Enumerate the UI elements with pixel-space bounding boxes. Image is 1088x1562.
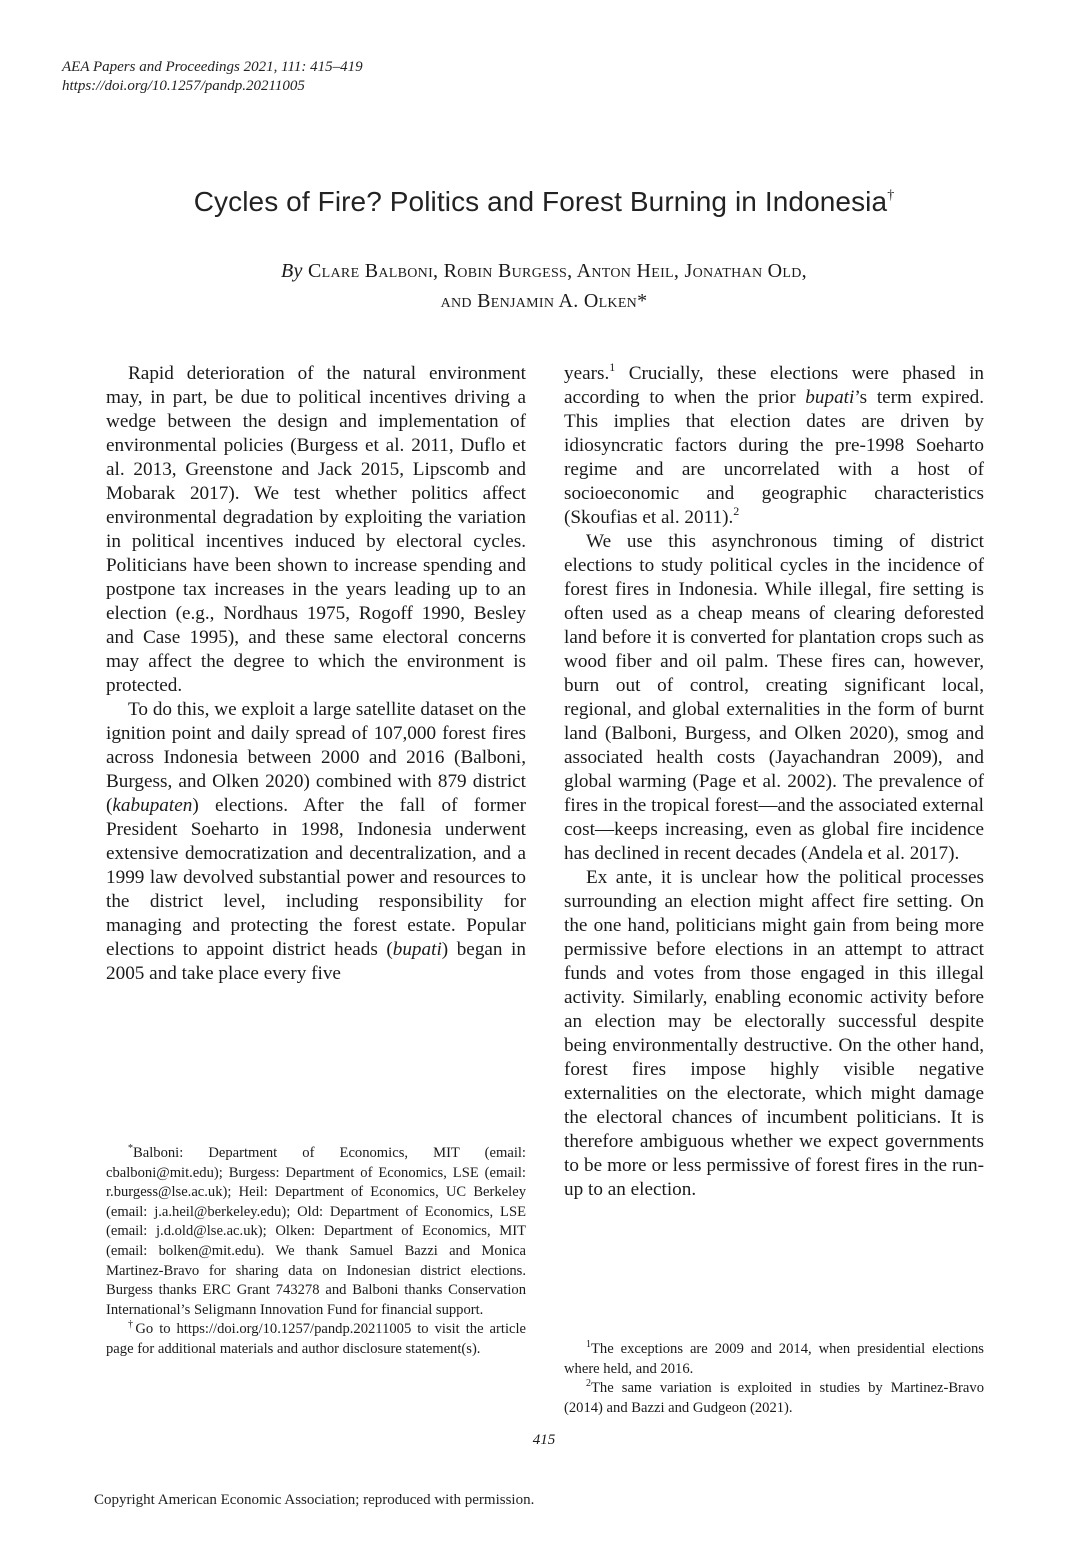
p2-part-b: ) elections. After the fall of former President Soeharto in 1998, Indonesia underwent extensive democratization and decentralization, and a 1999 law devolved substantial power and resources to the district level, including responsibility for managing and protecting the forest estate. Popular elections to appoint district heads ( (106, 795, 526, 960)
footnote-2 (564, 1379, 984, 1418)
journal-citation: AEA Papers and Proceedings 2021, 111: 415–419 (62, 59, 363, 75)
left-column (106, 362, 526, 986)
left-footnotes (106, 1144, 526, 1360)
star-mark: * (128, 1143, 133, 1154)
copyright-notice: Copyright American Economic Association; reproduced with permission. (94, 1492, 535, 1508)
r1-bupati: bupati (805, 387, 855, 408)
author-list (0, 256, 1088, 316)
p2-kabupaten: kabupaten (112, 795, 193, 816)
p2-part-c: ) began in 2005 and take place every five (106, 939, 526, 984)
r1-part-c: ’s term expired. This implies that election dates are driven by idiosyncratic factors during the pre-1998 Soeharto regime and are uncorrelated with a host of socioeconomic and geographic characteristics (Skoufias et al. 2011). (564, 387, 984, 528)
p2-part-a: To do this, we exploit a large satellite dataset on the ignition point and daily spread of 107,000 forest fires across Indonesia between 2000 and 2016 (Balboni, Burgess, and Olken 2020) combined with 879 district ( (106, 699, 526, 816)
body-paragraph-4: Ex ante, it is unclear how the political processes surrounding an election might affect fire setting. On the one hand, politicians might gain from being more permissive before elections in an attempt to attract funds and votes from those engaged in this illegal activity. Similarly, enabling economic activity before an election may be electorally successful despite being environmentally destructive. On the other hand, forest fires impose highly visible negative externalities on the electorate, which might damage the electoral chances of incumbent politicians. It is therefore ambiguous whether we expect governments to be more or less permissive of forest fires in the run-up to an election. (564, 867, 984, 1200)
author-by: By (281, 260, 303, 282)
footnote-1 (564, 1340, 984, 1379)
paper-title (0, 186, 1088, 218)
r1-part-b: Crucially, these elections were phased in according to when the prior (564, 363, 984, 408)
dagger-footnote (106, 1320, 526, 1359)
footnote-ref-1[interactable]: 1 (609, 360, 616, 374)
footnote-1-mark: 1 (586, 1339, 591, 1350)
dagger-mark: † (128, 1319, 136, 1331)
dagger-footnote-text: Go to https://doi.org/10.1257/pandp.20211005 to visit the article page for additional materials and author disclosure statement(s). (106, 1321, 527, 1357)
right-footnotes (564, 1340, 984, 1418)
doi-link[interactable]: https://doi.org/10.1257/pandp.20211005 (62, 78, 305, 94)
r1-part-a: years. (564, 363, 610, 384)
p2-bupati: bupati (392, 939, 442, 960)
title-dagger-mark: † (887, 188, 895, 203)
author-affiliation-text: Balboni: Department of Economics, MIT (email: cbalboni@mit.edu); Burgess: Department of Economics, LSE (email: r.burgess@lse.ac.uk); Heil: Department of Economics, UC Berkeley (email: j.a.heil@berkeley.edu); Old: Department of Economics, LSE (email: j.d.old@lse.ac.uk); Olken: Department of Economics, MIT (email: bolken@mit.edu). We thank Samuel Bazzi and Monica Martinez-Bravo for sharing data on Indonesian district elections. Burgess thanks ERC Grant 743278 and Balboni thanks Conservation International’s Seligmann Innovation Fund for financial support. (106, 1145, 526, 1318)
page-number: 415 (532, 1432, 556, 1448)
author-line-2: and Benjamin A. Olken* (440, 290, 648, 312)
right-column (564, 362, 984, 1202)
footnote-1-text: The exceptions are 2009 and 2014, when presidential elections where held, and 2016. (564, 1341, 984, 1377)
author-names-1: Clare Balboni, Robin Burgess, Anton Heil, Jonathan Old, (308, 260, 807, 282)
body-paragraph-3: We use this asynchronous timing of district elections to study political cycles in the incidence of forest fires in Indonesia. While illegal, fire setting is often used as a cheap means of clearing deforested land before it is converted for plantation crops such as wood fiber and oil palm. These fires can, however, burn out of control, creating significant local, regional, and global externalities in the form of burnt land (Balboni, Burgess, and Olken 2020), smog and associated health costs (Jayachandran 2009), and global warming (Page et al. 2002). The prevalence of fires in the tropical forest—and the associated external cost—keeps increasing, even as global fire incidence has declined in recent decades (Andela et al. 2017). (564, 531, 984, 864)
body-paragraph-2 (106, 698, 526, 986)
footnote-2-mark: 2 (586, 1378, 591, 1390)
paper-title-text: Cycles of Fire? Politics and Forest Burning in Indonesia (193, 186, 888, 217)
body-paragraph-1: Rapid deterioration of the natural environment may, in part, be due to political incentives driving a wedge between the design and implementation of environmental policies (Burgess et al. 2011, Duflo et al. 2013, Greenstone and Jack 2015, Lipscomb and Mobarak 2017). We test whether politics affect environmental degradation by exploiting the variation in political incentives induced by electoral cycles. Politicians have been shown to increase spending and postpone tax increases in the years leading up to an election (e.g., Nordhaus 1975, Rogoff 1990, Besley and Case 1995), and these same electoral concerns may affect the degree to which the environment is protected. (106, 363, 526, 696)
footnote-ref-2[interactable]: 2 (733, 504, 740, 518)
journal-header (62, 58, 363, 96)
author-line-1 (0, 256, 1088, 286)
author-affiliation-footnote (106, 1144, 526, 1320)
body-paragraph-2-continued (564, 362, 984, 530)
footnote-2-text: The same variation is exploited in studies by Martinez-Bravo (2014) and Bazzi and Gudgeon (2021). (564, 1380, 984, 1416)
